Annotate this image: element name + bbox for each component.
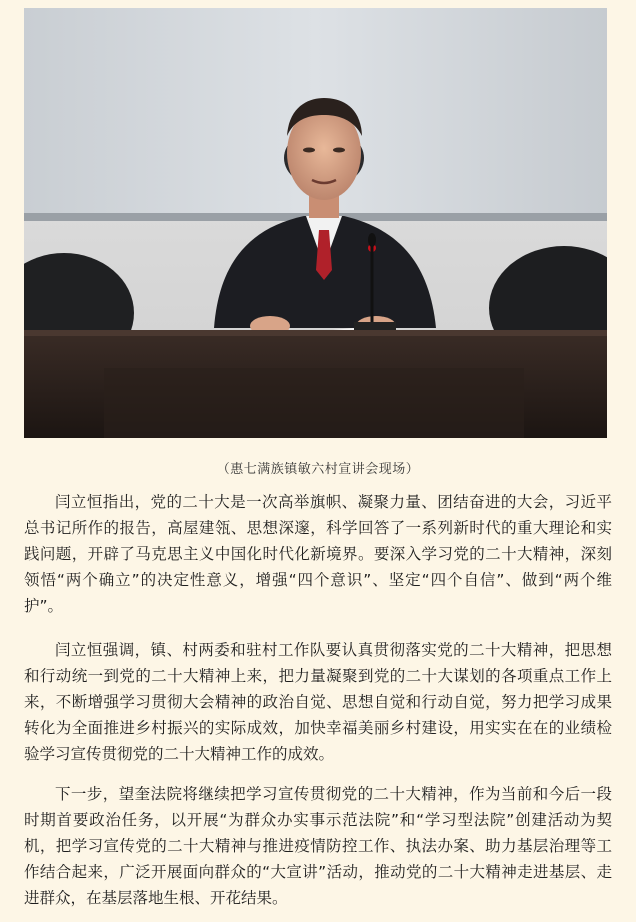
article-paragraph-3: 下一步，望奎法院将继续把学习宣传贯彻党的二十大精神，作为当前和今后一段时期首要政治任务，以开展“为群众办实事示范法院”和“学习型法院”创建活动为契机，把学习宣传党的二十大精神与推进疫情防控工作、执法办案、助力基层治理等工作结合起来，广泛开展面向群众的“大宣讲”活动，推动党的二十大精神走进基层、走进群众，在基层落地生根、开花结果。: [24, 785, 612, 907]
photo-caption: （惠七满族镇敏六村宣讲会现场）: [216, 462, 420, 477]
speaker-illustration: [24, 8, 607, 438]
article-paragraph-2: 闫立恒强调，镇、村两委和驻村工作队要认真贯彻落实党的二十大精神，把思想和行动统一到党的二十大精神上来，把力量凝聚到党的二十大谋划的各项重点工作上来，不断增强学习贯彻大会精神的政治自觉、思想自觉和行动自觉，努力把学习成果转化为全面推进乡村振兴的实际成效，加快幸福美丽乡村建设，用实实在在的业绩检验学习宣传贯彻党的二十大精神工作的成效。: [24, 641, 612, 763]
article-paragraph-1: 闫立恒指出，党的二十大是一次高举旗帜、凝聚力量、团结奋进的大会，习近平总书记所作的报告，高屋建瓴、思想深邃，科学回答了一系列新时代的重大理论和实践问题，开辟了马克思主义中国化时代化新境界。要深入学习党的二十大精神，深刻领悟“两个确立”的决定性意义，增强“四个意识”、坚定“四个自信”、做到“两个维护”。: [24, 493, 612, 615]
meeting-photo: [24, 8, 607, 438]
